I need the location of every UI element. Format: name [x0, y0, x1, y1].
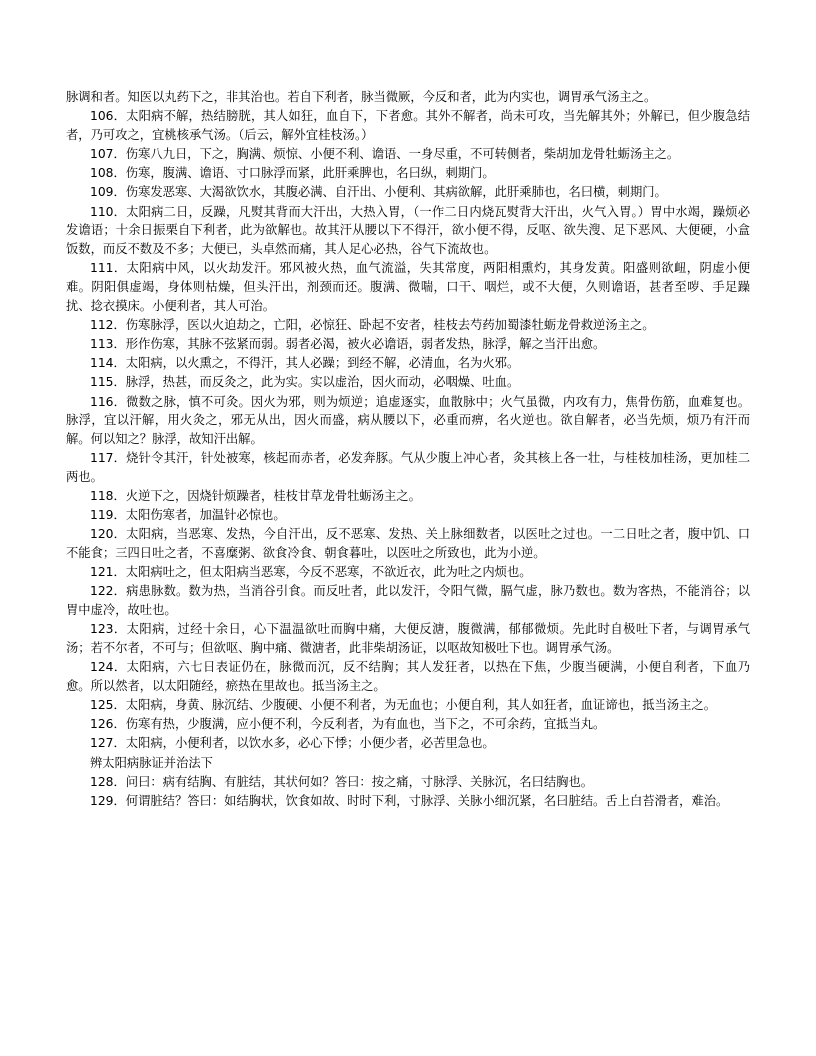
paragraph: 127．太阳病，小便利者，以饮水多，必心下悸；小便少者，必苦里急也。	[90, 736, 495, 751]
paragraph: 辨太阳病脉证并治法下	[90, 755, 213, 770]
paragraph: 111．太阳病中风，以火劫发汗。邪风被火热，血气流溢，失其常度，两阳相熏灼，其身发黄。阳盛则欲衄，阴虚小便难。阴阳俱虚竭，身体则枯燥，但头汗出，剂颈而还。腹满、微喘，口干、咽烂，或不大便，久则谵语，甚者至哕、手足躁扰、捻衣摸床。小便利者，其人可治。	[66, 261, 750, 313]
paragraph: 123．太阳病，过经十余日，心下温温欲吐而胸中痛，大便反溏，腹微满，郁郁微烦。先此时自极吐下者，与调胃承气汤；若不尔者，不可与；但欲呕、胸中痛、微溏者，此非柴胡汤证，以呕故知极吐下也。调胃承气汤。	[66, 622, 750, 655]
paragraph: 124．太阳病，六七日表证仍在，脉微而沉，反不结胸；其人发狂者，以热在下焦，少腹当硬满，小便自利者，下血乃愈。所以然者，以太阳随经，瘀热在里故也。抵当汤主之。	[66, 660, 750, 693]
paragraph: 108．伤寒，腹满、谵语、寸口脉浮而紧，此肝乘脾也，名曰纵，刺期门。	[90, 166, 495, 181]
paragraph: 121．太阳病吐之，但太阳病当恶寒，今反不恶寒，不欲近衣，此为吐之内烦也。	[90, 565, 532, 580]
paragraph: 112．伤寒脉浮，医以火迫劫之，亡阳，必惊狂、卧起不安者，桂枝去芍药加蜀漆牡蛎龙骨救逆汤主之。	[90, 317, 655, 332]
paragraph: 113．形作伤寒，其脉不弦紧而弱。弱者必渴，被火必谵语，弱者发热，脉浮，解之当汗出愈。	[90, 336, 606, 351]
paragraph: 109．伤寒发恶寒、大渴欲饮水，其腹必满、自汗出、小便利、其病欲解，此肝乘肺也，名曰横，刺期门。	[90, 185, 667, 200]
paragraph: 122．病患脉数。数为热，当消谷引食。而反吐者，此以发汗，令阳气微，膈气虚，脉乃数也。数为客热，不能消谷；以胃中虚冷，故吐也。	[66, 584, 750, 618]
paragraph: 117．烧针令其汗，针处被寒，核起而赤者，必发奔豚。气从少腹上冲心者，灸其核上各一壮，与桂枝加桂汤，更加桂二两也。	[66, 451, 750, 484]
paragraph: 120．太阳病，当恶寒、发热，今自汗出，反不恶寒、发热、关上脉细数者，以医吐之过也。一二日吐之者，腹中饥、口不能食；三四日吐之者，不喜糜粥、欲食冷食、朝食暮吐，以医吐之所致也，此为小逆。	[66, 527, 750, 560]
paragraph: 119．太阳伤寒者，加温针必惊也。	[90, 508, 286, 523]
paragraph: 106．太阳病不解，热结膀胱，其人如狂，血自下，下者愈。其外不解者，尚未可攻，当先解其外；外解已，但少腹急结者，乃可攻之，宜桃核承气汤。（后云，解外宜桂枝汤。）	[66, 109, 750, 142]
document-body	[66, 88, 750, 811]
paragraph: 110．太阳病二日，反躁，凡熨其背而大汗出，大热入胃，（一作二日内烧瓦熨背大汗出，火气入胃。）胃中水竭，躁烦必发谵语；十余日振栗自下利者，此为欲解也。故其汗从腰以下不得汗，欲小便不得，反呕、欲失溲、足下恶风、大便硬，小盒饭数，而反不数及不多；大便已，头卓然而痛，其人足心必热，谷气下流故也。	[66, 204, 750, 256]
paragraph: 115．脉浮，热甚，而反灸之，此为实。实以虚治，因火而动，必咽燥、吐血。	[90, 375, 520, 390]
paragraph: 107．伤寒八九日，下之，胸满、烦惊、小便不利、谵语、一身尽重，不可转侧者，柴胡加龙骨牡蛎汤主之。	[90, 147, 680, 162]
paragraph: 126．伤寒有热，少腹满，应小便不利，今反利者，为有血也，当下之，不可余药，宜抵当丸。	[90, 717, 606, 732]
paragraph: 118．火逆下之，因烧针烦躁者，桂枝甘草龙骨牡蛎汤主之。	[90, 488, 421, 503]
paragraph: 129．何谓脏结？答曰：如结胸状，饮食如故、时时下利，寸脉浮、关脉小细沉紧，名曰脏结。舌上白苔滑者，难治。	[90, 793, 729, 808]
paragraph: 116．微数之脉，慎不可灸。因火为邪，则为烦逆；追虚逐实，血散脉中；火气虽微，内攻有力，焦骨伤筋，血难复也。脉浮，宜以汗解，用火灸之，邪无从出，因火而盛，病从腰以下，必重而痹，名火逆也。欲自解者，必当先烦，烦乃有汗而解。何以知之？脉浮，故知汗出解。	[66, 394, 750, 446]
paragraph: 脉调和者。知医以丸药下之，非其治也。若自下利者，脉当微厥，今反和者，此为内实也，调胃承气汤主之。	[66, 90, 657, 104]
paragraph: 128．问曰：病有结胸、有脏结，其状何如？答曰：按之痛，寸脉浮、关脉沉，名曰结胸也。	[90, 774, 594, 789]
paragraph: 114．太阳病，以火熏之，不得汗，其人必躁；到经不解，必清血，名为火邪。	[90, 356, 520, 371]
paragraph: 125．太阳病，身黄、脉沉结、少腹硬、小便不利者，为无血也；小便自利，其人如狂者，血证谛也，抵当汤主之。	[90, 698, 717, 712]
